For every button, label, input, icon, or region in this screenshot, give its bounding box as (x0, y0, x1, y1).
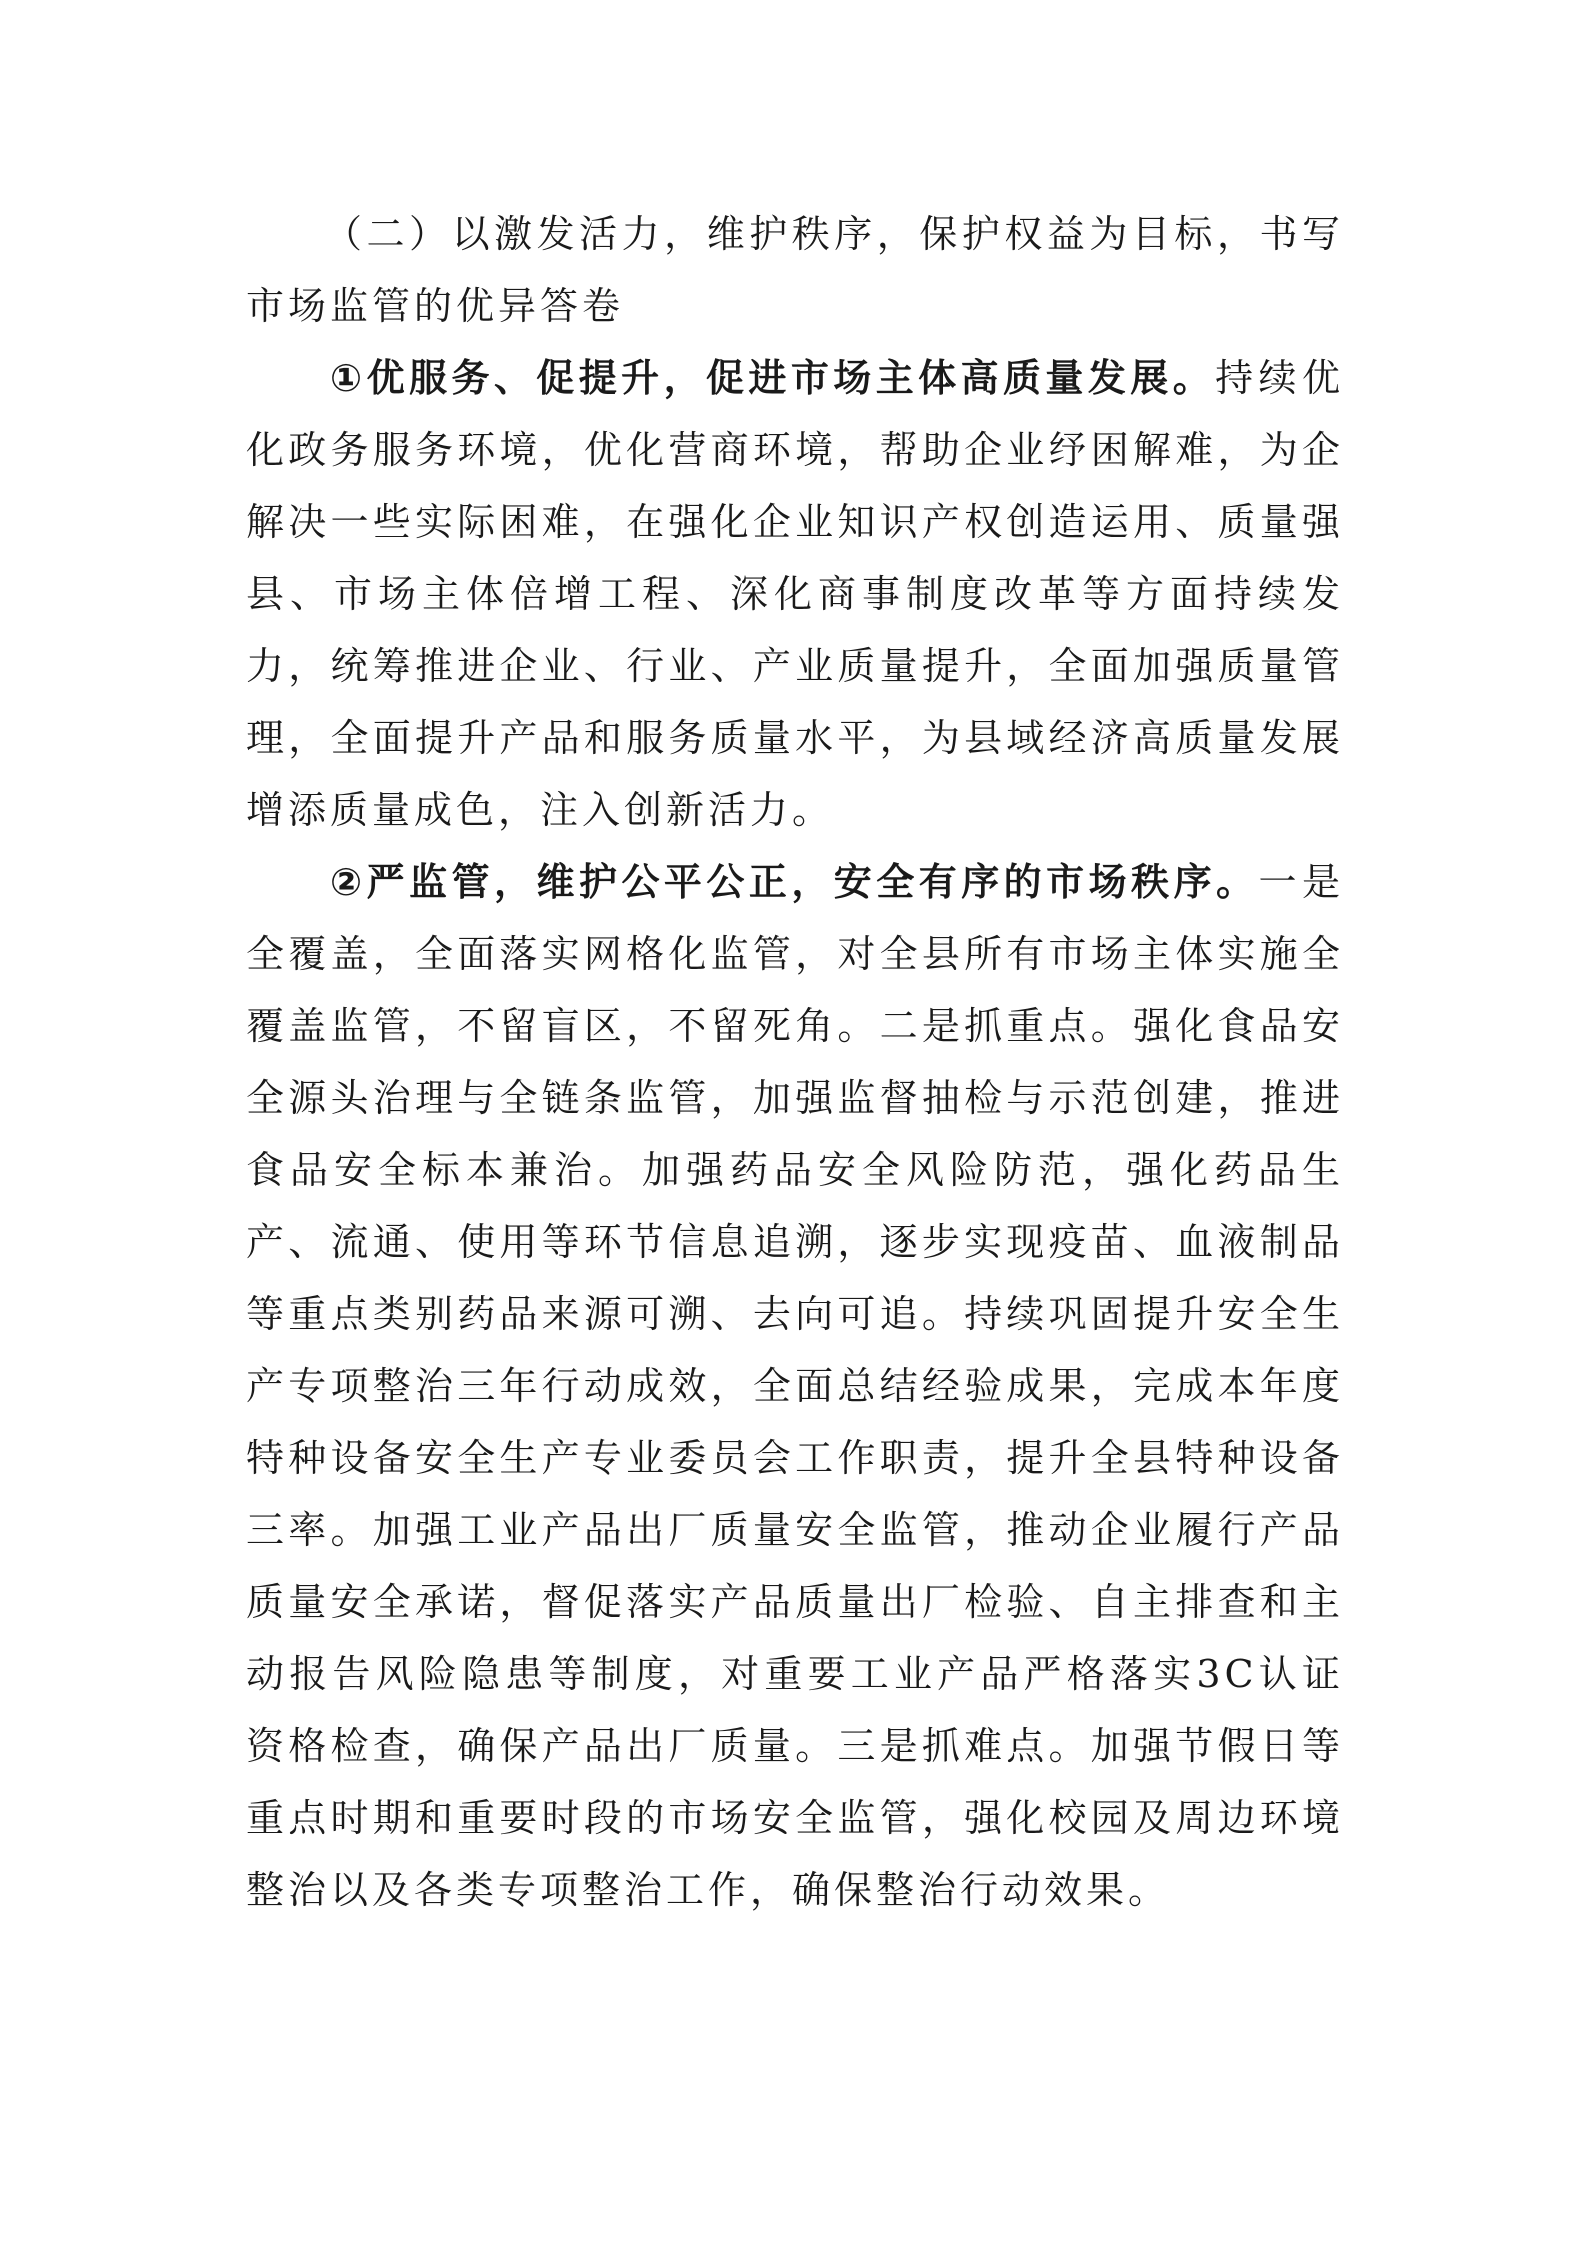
paragraph-supervision-lead: ②严监管，维护公平公正，安全有序的市场秩序。 (330, 860, 1259, 904)
paragraph-supervision (246, 846, 1344, 1926)
document-body (246, 198, 1344, 1926)
paragraph-service (246, 342, 1344, 846)
section-heading: （二）以激发活力，维护秩序，保护权益为目标，书写市场监管的优异答卷 (246, 212, 1344, 328)
paragraph-service-lead: ①优服务、促提升，促进市场主体高质量发展。 (330, 356, 1216, 400)
paragraph-supervision-body: 一是全覆盖，全面落实网格化监管，对全县所有市场主体实施全覆盖监管，不留盲区，不留死角。二是抓重点。强化食品安全源头治理与全链条监管，加强监督抽检与示范创建，推进食品安全标本兼治。加强药品安全风险防范，强化药品生产、流通、使用等环节信息追溯，逐步实现疫苗、血液制品等重点类别药品来源可溯、去向可追。持续巩固提升安全生产专项整治三年行动成效，全面总结经验成果，完成本年度特种设备安全生产专业委员会工作职责，提升全县特种设备三率。加强工业产品出厂质量安全监管，推动企业履行产品质量安全承诺，督促落实产品质量出厂检验、自主排查和主动报告风险隐患等制度，对重要工业产品严格落实3C认证资格检查，确保产品出厂质量。三是抓难点。加强节假日等重点时期和重要时段的市场安全监管，强化校园及周边环境整治以及各类专项整治工作，确保整治行动效果。 (246, 860, 1344, 1912)
paragraph-service-body: 持续优化政务服务环境，优化营商环境，帮助企业纾困解难，为企解决一些实际困难，在强化企业知识产权创造运用、质量强县、市场主体倍增工程、深化商事制度改革等方面持续发力，统筹推进企业、行业、产业质量提升，全面加强质量管理，全面提升产品和服务质量水平，为县域经济高质量发展增添质量成色，注入创新活力。 (246, 356, 1344, 832)
